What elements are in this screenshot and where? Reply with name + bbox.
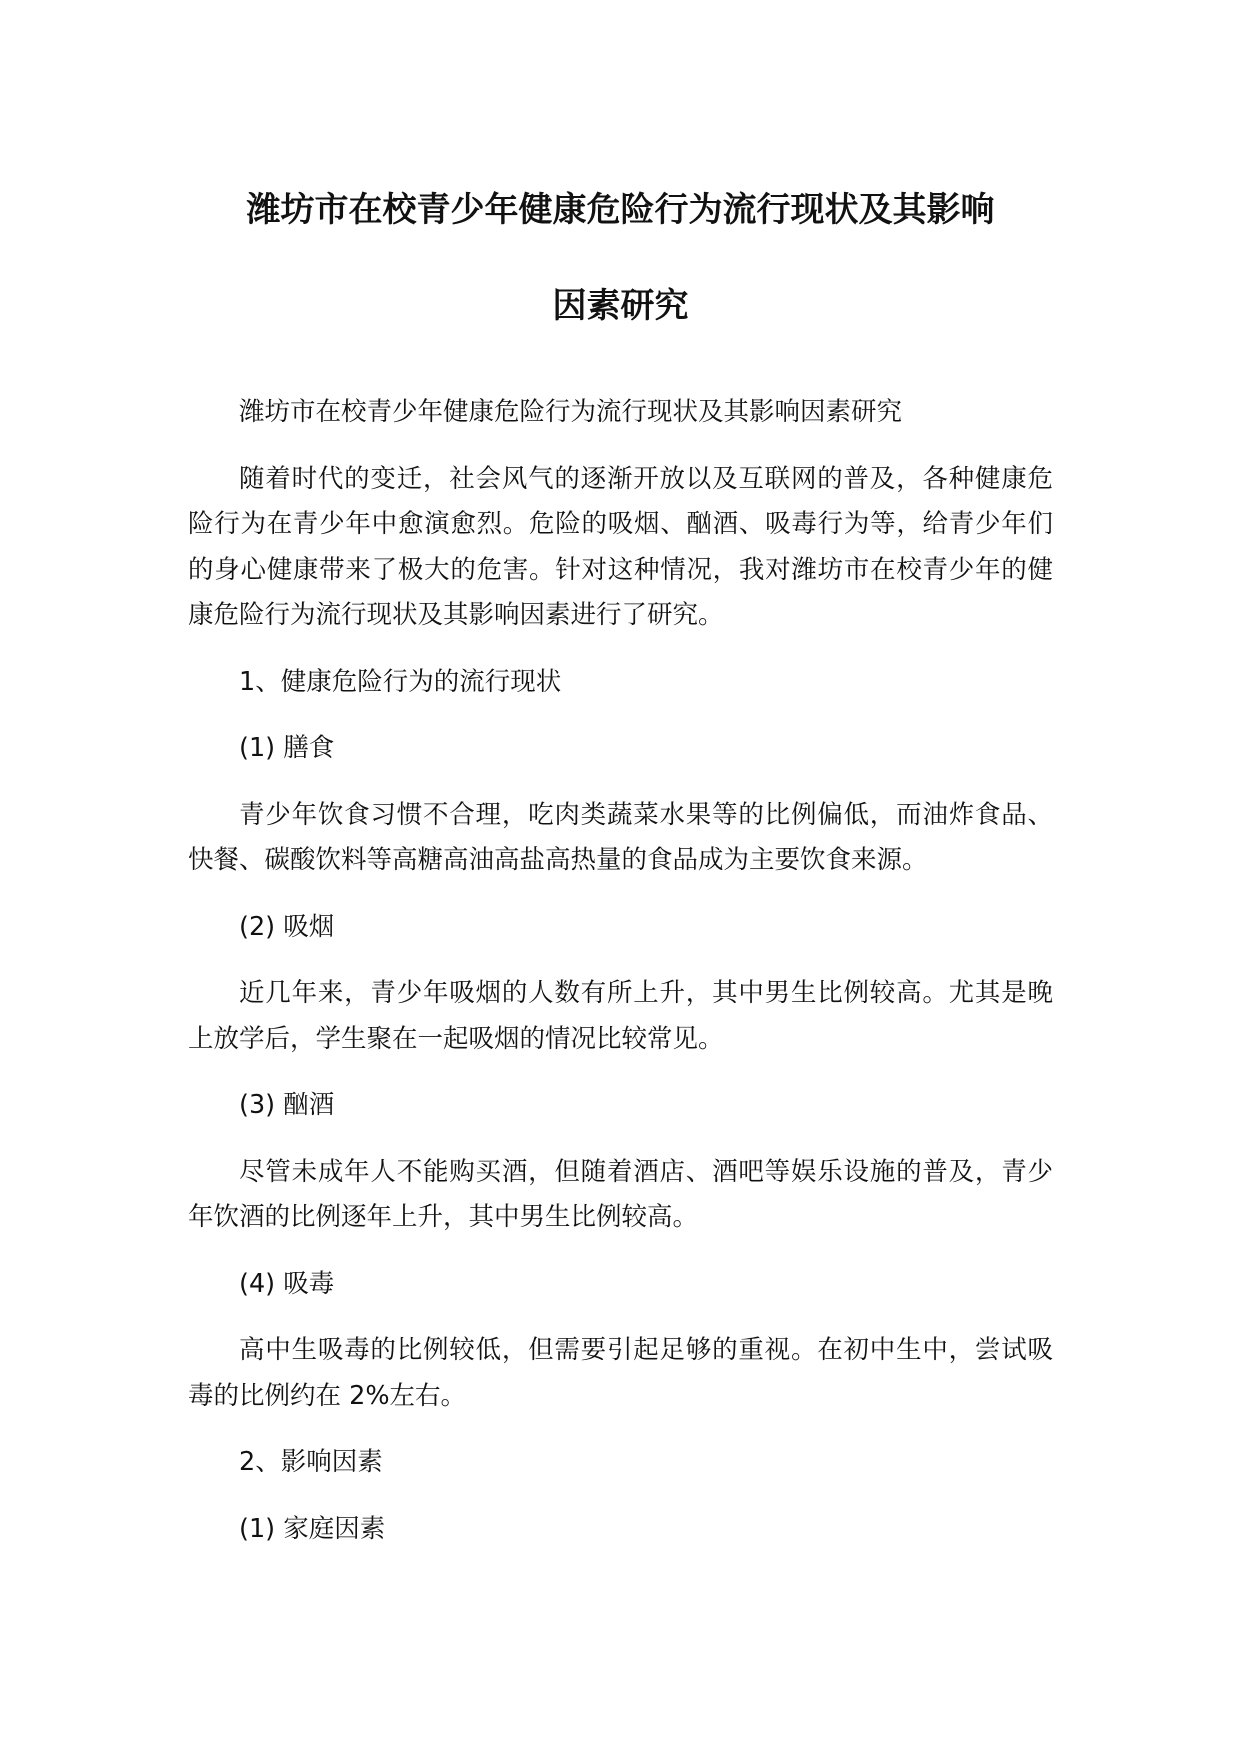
paragraph-drugs: 高中生吸毒的比例较低，但需要引起足够的重视。在初中生中，尝试吸毒的比例约在 2%左右。: [188, 1335, 1053, 1411]
paragraph-smoking: 近几年来，青少年吸烟的人数有所上升，其中男生比例较高。尤其是晚上放学后，学生聚在一起吸烟的情况比较常见。: [188, 978, 1053, 1054]
title-line-1: 潍坊市在校青少年健康危险行为流行现状及其影响: [246, 190, 995, 230]
paragraph-drinking: 尽管未成年人不能购买酒，但随着酒店、酒吧等娱乐设施的普及，青少年饮酒的比例逐年上升，其中男生比例较高。: [188, 1156, 1053, 1232]
paragraph-intro: 随着时代的变迁，社会风气的逐渐开放以及互联网的普及，各种健康危险行为在青少年中愈演愈烈。危险的吸烟、酗酒、吸毒行为等，给青少年们的身心健康带来了极大的危害。针对这种情况，我对潍坊市在校青少年的健康危险行为流行现状及其影响因素进行了研究。: [188, 463, 1053, 630]
section-heading-prevalence: 1、健康危险行为的流行现状: [239, 666, 562, 697]
subheading-drinking: (3) 酗酒: [239, 1090, 335, 1120]
title-line-2: 因素研究: [552, 286, 689, 326]
subheading-drugs: (4) 吸毒: [239, 1268, 335, 1299]
paragraph-diet: 青少年饮食习惯不合理，吃肉类蔬菜水果等的比例偏低，而油炸食品、快餐、碳酸饮料等高糖高油高盐高热量的食品成为主要饮食来源。: [188, 799, 1053, 875]
subheading-diet: (1) 膳食: [239, 733, 335, 763]
section-heading-factors: 2、影响因素: [239, 1447, 383, 1477]
document-title: [188, 0, 1053, 354]
document-body: [188, 390, 1053, 1552]
subheading-family: (1) 家庭因素: [239, 1513, 386, 1544]
subheading-smoking: (2) 吸烟: [239, 911, 335, 942]
paragraph-subtitle: 潍坊市在校青少年健康危险行为流行现状及其影响因素研究: [239, 397, 903, 427]
